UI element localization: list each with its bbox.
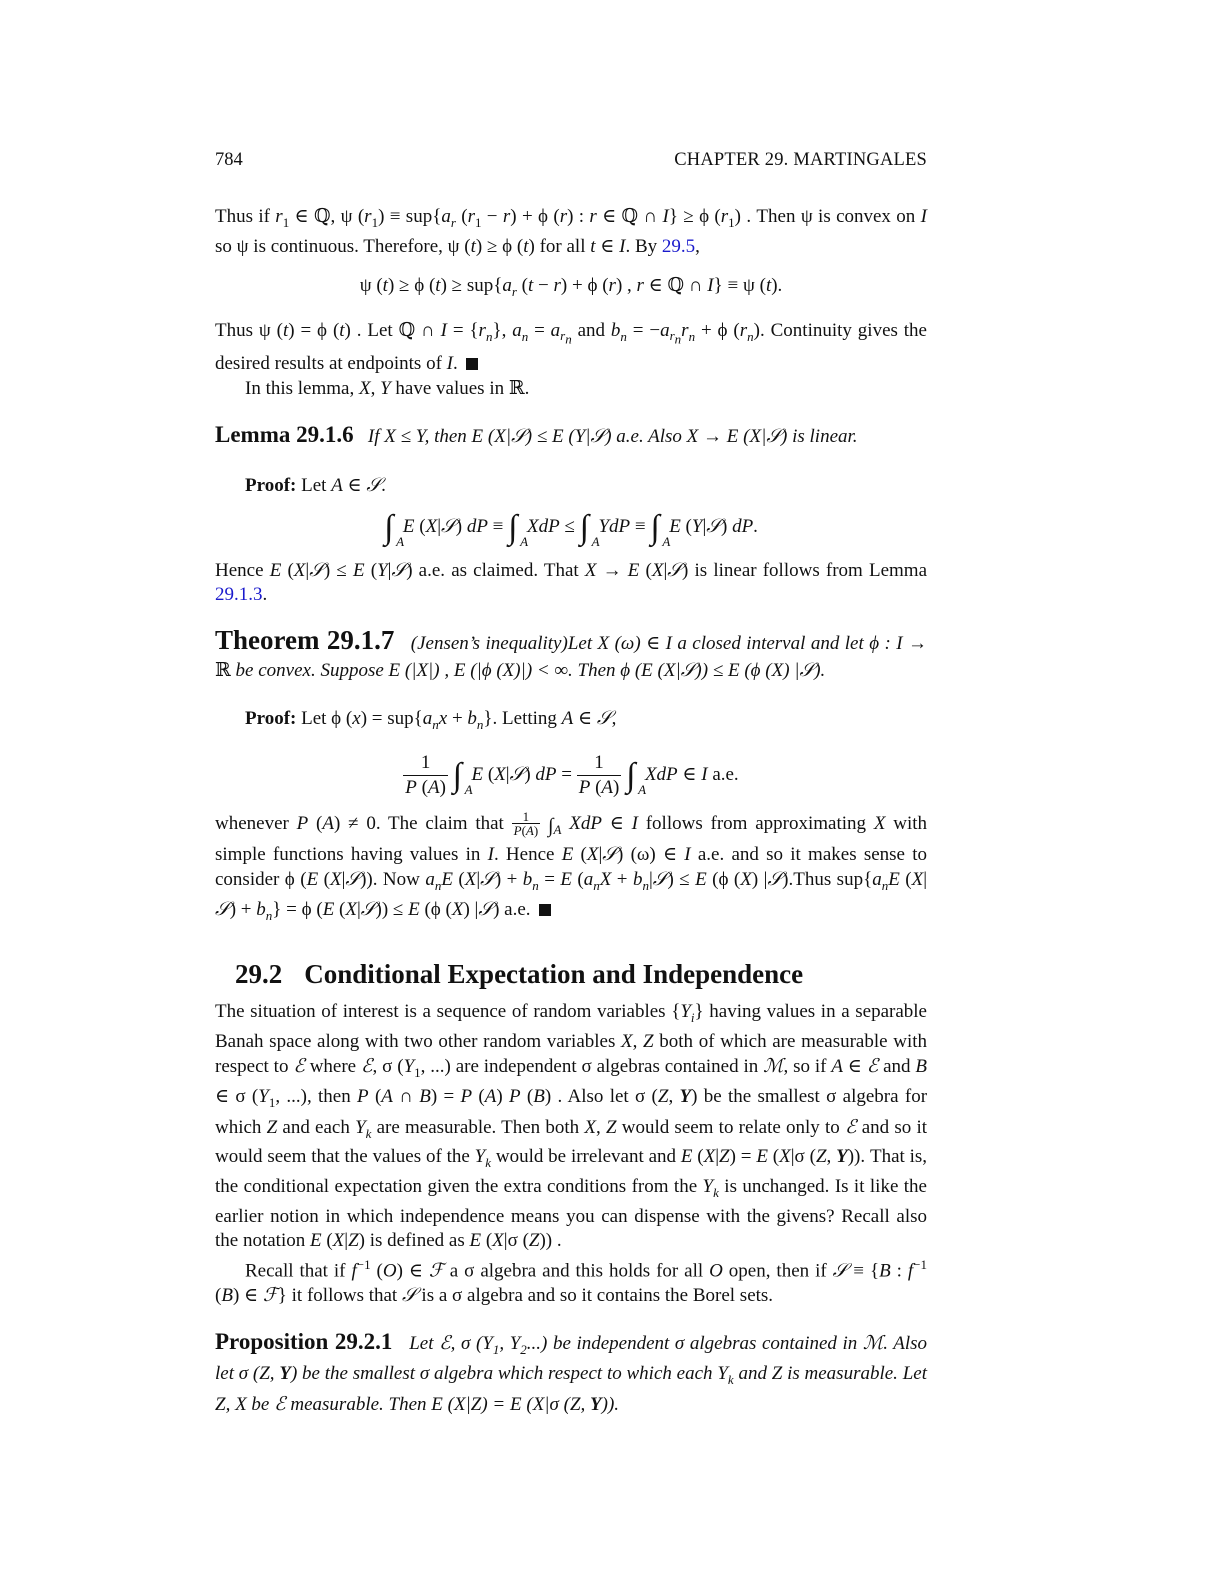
section-heading (235, 959, 927, 990)
paragraph-situation: The situation of interest is a sequence of random variables $\{Y_i\}$ having values in a separable Banah space along with two other random variables X, Z both of which are measurable with respect to ℰ where ℰ, σ ($Y_1$, ...) are independent σ algebras contained in ℳ, so if A ∈ ℰ and B ∈ σ ($Y_1$, ...), then P (A ∩ B) = P (A) P (B) . Also let σ (Z, Y) be the smallest σ algebra for which Z and each $Y_k$ are measurable. Then both X, Z would seem to relate only to ℰ and so it would seem that the values of the $Y_k$ would be irrelevant and E (X|Z) = E (X|σ (Z, Y)). That is, the conditional expectation given the extra conditions from the $Y_k$ is unchanged. Is it like the earlier notion in which independence means you can dispense with the givens? Recall also the notation E (X|Z) is defined as E (X|σ (Z)) . (215, 1001, 928, 1251)
section-number: 29.2 (235, 959, 283, 990)
paragraph-whenever: whenever P (A) ≠ 0. The claim that $\frac{1}{P(A)}$ $\int_A$ XdP ∈ I follows from approximating X with simple functions having values in I. Hence E (X|𝒮) (ω) ∈ I a.e. and so it makes sense to consider ϕ (E (X|𝒮)). Now $a_nE$ (X|𝒮) + $b_n = E$ ($a_nX$ + $b_n|𝒮) \le E$ (ϕ (X) |𝒮).Thus $sup\{a_nE$ (X|𝒮) + $b_n\} = \phi$ (E (X|𝒮)) ≤ E (ϕ (X) |𝒮) a.e. (215, 808, 928, 924)
theorem-statement: Theorem 29.1.7 (Jensen’s inequality)Let X (ω) ∈ I a closed interval and let ϕ : I → ℝ be convex. Suppose E (|X|) , E (|ϕ (X)|) < ∞. Then ϕ (E (X|𝒮)) ≤ E (ϕ (X) |𝒮). (215, 624, 928, 681)
paragraph-values: In this lemma, X, Y have values in ℝ. (245, 376, 530, 399)
page (215, 140, 927, 1417)
qed-square (539, 904, 551, 916)
lemma-statement: Lemma 29.1.6 If X ≤ Y, then E (X|𝒮) ≤ E (Y|𝒮) a.e. Also X → E (X|𝒮) is linear. (215, 421, 858, 447)
reference-link[interactable]: 29.5 (661, 235, 696, 257)
running-header (215, 148, 927, 172)
proposition-statement: Proposition 29.2.1 Let ℰ, σ ($Y_1$, $Y_2$...) be independent σ algebras contained in ℳ. Also let σ (Z, Y) be the smallest σ algebra which respect to which each $Y_k$ and Z is measurable. Let Z, X be ℰ measurable. Then E (X|Z) = E (X|σ (Z, Y)). (215, 1329, 928, 1415)
display-equation: ∫ A E (X|𝒮) dP ≡ ∫ A XdP ≤ ∫ A YdP ≡ ∫ A E (Y|𝒮) dP. (384, 508, 758, 549)
theorem-name: (Jensen’s inequality) (410, 632, 568, 654)
proof-start: Proof: Let A ∈ 𝒮. (245, 473, 386, 496)
section-title: Conditional Expectation and Independence (304, 959, 804, 990)
proof-label: Proof: (245, 707, 297, 729)
paragraph-psi-convex: Thus if $r_1$ ∈ ℚ, ψ $(r_1) \equiv sup\{a_r$ $(r_1 - r) + \phi$ (r) : r ∈ ℚ ∩ I} ≥ ϕ $(r_1)$ . Then ψ is convex on I so ψ is continuous. Therefore, ψ (t) ≥ ϕ (t) for all t ∈ I. By 29.5, (215, 205, 927, 257)
chapter-title: CHAPTER 29. MARTINGALES (674, 150, 927, 170)
paragraph-hence: Hence E (X|𝒮) ≤ E (Y|𝒮) a.e. as claimed. That X → E (X|𝒮) is linear follows from Lemma 29.1.3. (215, 558, 928, 605)
display-equation: ψ (t) ≥ ϕ $(t) \ge sup\{a_r$ (t − r) + ϕ (r) , r ∈ ℚ ∩ I} ≡ ψ (t). (359, 273, 783, 299)
page-number: 784 (215, 150, 243, 170)
lemma-label: Lemma 29.1.6 (215, 421, 354, 447)
proof-start: Proof: Let ϕ $(x) = sup\{a_nx + b_n\}$. Letting A ∈ 𝒮, (245, 706, 617, 732)
proof-label: Proof: (245, 474, 297, 496)
display-equation: $\frac{1}{P (A)}$ ∫ A E (X|𝒮) dP = $\frac{1}{P (A)}$ ∫ A XdP ∈ I a.e. (405, 751, 739, 798)
proposition-label: Proposition 29.2.1 (215, 1329, 393, 1355)
paragraph-continuity: Thus ψ (t) = ϕ (t) . Let ℚ ∩ $I = \{r_n\}$, $a_n = a_{r_n}$ and $b_n = -a_{r_n}r_n + \phi$ $(r_n)$. Continuity gives the desired results at endpoints of I. (215, 318, 927, 374)
paragraph-recall: Recall that if $f^{-1}$ (O) ∈ ℱ a σ algebra and this holds for all O open, then if 𝒮 ≡ {B : $f^{-1}$ (B) ∈ ℱ} it follows that 𝒮 is a σ algebra and so it contains the Borel sets. (215, 1256, 927, 1307)
qed-square (466, 358, 478, 370)
reference-link[interactable]: 29.1.3 (215, 583, 263, 605)
theorem-label: Theorem 29.1.7 (215, 624, 395, 655)
